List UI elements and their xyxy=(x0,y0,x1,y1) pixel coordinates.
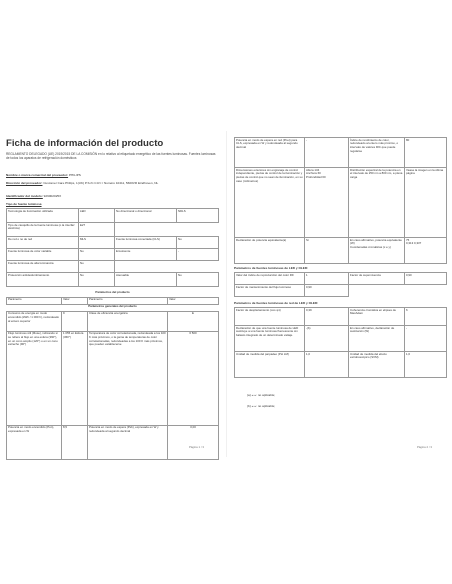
table-cell: 0,90 xyxy=(405,273,447,285)
table-cell xyxy=(305,168,349,238)
section-heading: Parámetros generales del producto xyxy=(88,304,137,309)
table-row xyxy=(7,311,219,331)
table-row xyxy=(7,273,219,287)
table-cell: Factor de mantenimiento del flujo luminoso xyxy=(235,285,305,297)
column-header: Valor xyxy=(62,297,88,304)
table-cell: No xyxy=(79,249,115,261)
table-cell xyxy=(115,261,177,273)
table-cell: - xyxy=(405,326,447,352)
table-cell xyxy=(405,238,447,264)
page-number: Página 1 / 3 xyxy=(189,445,204,449)
table-cell: 1 xyxy=(305,273,349,285)
table-row xyxy=(7,425,219,459)
product-sheet-page-1 xyxy=(3,131,221,457)
table-row xyxy=(7,209,219,223)
table-cell: LED xyxy=(79,209,115,223)
table-cell: 1 055 en Esfera (360°) xyxy=(62,331,88,425)
table-cell xyxy=(349,285,405,297)
table-cell: Distribución espectral de la potencia en el intervalo de 250 nm a 800 nm, a plena carga xyxy=(349,168,405,238)
table-cell: Factor de supervivencia xyxy=(349,273,405,285)
model-label: Identificador del modelo: xyxy=(6,194,43,198)
table-cell: - xyxy=(177,249,219,261)
mains-parameters-table xyxy=(234,307,447,378)
table-cell xyxy=(177,261,219,273)
regulation-text: REGLAMENTO DELEGADO (UE) 2019/2015 DE LA COMISIÓN en lo relativo al etiquetado energético de las fuentes luminosas. Fuentes luminosas de todos los aparatos de refrigeración domésticos xyxy=(6,152,216,161)
table-cell: No xyxy=(177,273,219,287)
table-row xyxy=(235,168,447,238)
depth-value: Profundidad 60 xyxy=(306,175,326,179)
table-row xyxy=(235,138,447,168)
table-cell: MLS xyxy=(79,237,115,249)
table-cell: Declaración de potencia equivalente(a) xyxy=(235,238,305,264)
model-line xyxy=(6,194,218,198)
table-row xyxy=(7,331,219,425)
table-row xyxy=(7,237,219,249)
address-value: Customer Care Philips, 1(UK) P.S./C.C.R.I / Numéro 10411, 5600VR Eindhoven, NL xyxy=(43,181,159,185)
table-cell: Potencia en modo de espera en red (Pnet) para CLS, expresada en W y redondeada al segundo decimal xyxy=(235,138,305,168)
table-cell: Véase la imagen en la última página xyxy=(405,168,447,238)
table-cell: Consumo de energía en modo encendido (kWh / 1 000 h), redondeado al entero superior xyxy=(7,311,62,331)
table-cell: 0,00 xyxy=(168,425,219,459)
table-section-row xyxy=(7,289,219,297)
table-cell: 6 500 xyxy=(168,331,219,425)
table-cell: 6 xyxy=(405,308,447,326)
table-cell: Envolvente xyxy=(115,249,177,261)
supplier-line xyxy=(6,173,218,177)
table-cell: No direccional o direccional xyxy=(115,209,177,223)
table-cell: 0,39 xyxy=(305,308,349,326)
lamp-type-table xyxy=(6,208,219,287)
table-cell: Temperatura de color correlacionada, redondeada a los 100 K más próximos, o la gama de temperaturas de color correlacionadas, redondeadas a los 100 K más próximos, que pueden establecerse xyxy=(88,331,168,425)
table-row xyxy=(235,238,447,264)
table-cell: No xyxy=(177,237,219,249)
table-cell: Fuente luminosa de color variable xyxy=(7,249,79,261)
table-cell: 0,90 xyxy=(305,285,349,297)
height-value: Altura 134 xyxy=(306,167,320,172)
table-cell: 1,0 xyxy=(305,352,349,378)
table-cell: Unidad de medida del efecto estroboscópico (SVM) xyxy=(349,352,405,378)
table-row xyxy=(235,308,447,326)
table-cell: 80 xyxy=(405,138,447,168)
table-cell: Factor de desplazamiento (cos φ1) xyxy=(235,308,305,326)
table-cell: E xyxy=(168,311,219,331)
table-cell: E27 xyxy=(79,223,115,237)
table-cell: Potencia en modo encendido (Pon), expresada en W xyxy=(7,425,62,459)
table-cell: Fuente luminosa de alta luminancia xyxy=(7,261,79,273)
product-sheet-page-2 xyxy=(231,131,449,457)
standby-table xyxy=(234,137,447,264)
page-number: Página 2 / 3 xyxy=(417,445,432,449)
table-cell: NDLS xyxy=(177,209,219,223)
table-cell: Valor del índice de reproducción del color R9 xyxy=(235,273,305,285)
table-cell: -(b) xyxy=(305,326,349,352)
mains-section-heading: Parámetros de fuentes luminosas de red de LED y OLED: xyxy=(234,301,319,305)
page-title: Ficha de información del producto xyxy=(6,138,164,149)
supplier-value: PHILIPS xyxy=(68,173,81,177)
table-cell: En caso afirmativo, declaración de sustitución (W) xyxy=(349,326,405,352)
table-cell: Unidad de medida del parpadeo (Pst LM) xyxy=(235,352,305,378)
table-cell: Clase de eficiencia energética xyxy=(88,311,168,331)
product-parameters-table xyxy=(6,289,219,460)
column-header: Valor xyxy=(168,297,219,304)
table-cell: Tecnología de iluminación utilizada xyxy=(7,209,79,223)
equivalent-power-label: En caso afirmativo, potencia equivalente (W) xyxy=(350,237,402,246)
chromaticity-value: 0,313 0,337 xyxy=(406,241,422,246)
address-line xyxy=(6,181,218,185)
table-cell: Flujo luminoso útil (Φuse), indicando si se refiere al flujo en una esfera (360°), en un cono amplio (120°) o en un cono estrecho (90°) xyxy=(7,331,62,425)
table-cell: Coherencia cromática en elipses de MacAdam xyxy=(349,308,405,326)
table-cell: Declaración de que una fuente luminosa de LED sustituye a una fuente luminosa fluorescente sin balasto integrado de un determinado vatiaje. xyxy=(235,326,305,352)
table-cell xyxy=(177,223,219,237)
table-cell xyxy=(405,285,447,297)
table-cell: No xyxy=(79,273,115,287)
table-row xyxy=(235,273,447,285)
table-cell xyxy=(115,223,177,237)
table-cell: Sí xyxy=(305,238,349,264)
supplier-label: Nombre o marca comercial del proveedor: xyxy=(6,173,69,177)
table-cell: Tipo de casquillo de la fuente luminosa (o la interfaz eléctrica) xyxy=(7,223,79,237)
column-header: Parámetro xyxy=(88,297,168,304)
width-value: Anchura 60 xyxy=(306,171,321,176)
table-cell: No xyxy=(79,261,115,273)
table-cell: - xyxy=(305,138,349,168)
chromaticity-label: Coordenadas cromáticas (x e y) xyxy=(350,245,391,249)
table-cell: 8,5 xyxy=(62,425,88,459)
lamp-type-heading: Tipo de fuente luminosa xyxy=(6,202,42,206)
table-row xyxy=(7,223,219,237)
table-cell: Potencia en modo de espera (Psb), expresada en W y redondeada al segundo decimal xyxy=(88,425,168,459)
table-cell: Protección antideslumbramiento xyxy=(7,273,79,287)
led-parameters-table xyxy=(234,272,447,297)
table-section-row xyxy=(7,304,219,311)
table-row xyxy=(7,249,219,261)
table-row xyxy=(235,326,447,352)
table-row xyxy=(7,261,219,273)
table-cell: 9 xyxy=(62,311,88,331)
table-row xyxy=(235,285,447,297)
footnote-a: (a) «-»: no aplicable; xyxy=(247,393,276,397)
table-cell: 1,6 xyxy=(405,352,447,378)
model-value: 929002025X xyxy=(43,194,62,198)
table-cell: De red o no de red xyxy=(7,237,79,249)
column-header: Parámetro xyxy=(7,297,62,304)
table-cell: Índice de rendimiento de color, redondeado al entero más próximo, o intervalo de valores IRC que puede regularse xyxy=(349,138,405,168)
table-cell xyxy=(349,238,405,264)
led-section-heading: Parámetros de fuentes luminosas de LED y OLED: xyxy=(234,266,309,270)
address-label: Dirección del proveedor: xyxy=(6,181,43,185)
table-header-row xyxy=(7,297,219,304)
page-divider xyxy=(226,131,227,457)
table-row xyxy=(235,352,447,378)
equivalent-power-value: 75 xyxy=(406,237,410,242)
table-cell: Atenuable xyxy=(115,273,177,287)
table-cell: Fuente luminosa conectada (CLS) xyxy=(115,237,177,249)
section-heading: Parámetros del producto xyxy=(95,290,130,294)
table-cell: Dimensiones exteriores sin engranaje de control independiente, piezas de control de la iluminación y piezas de control que no sean de iluminación, en su caso (milímetros) xyxy=(235,168,305,238)
footnote-b: (b) «-»: no aplicable; xyxy=(247,404,276,408)
